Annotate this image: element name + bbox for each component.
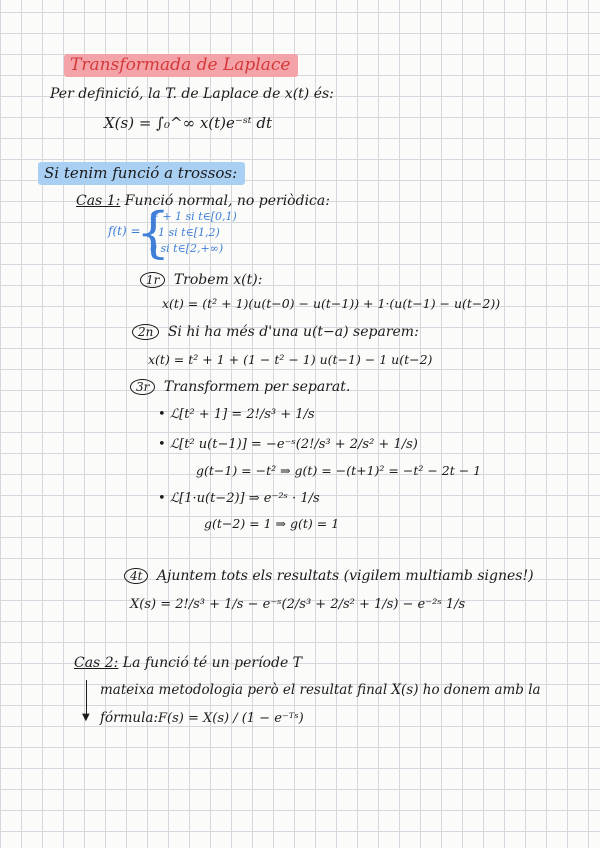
cas1-description: Funció normal, no periòdica: [124, 193, 330, 209]
definition-text: Per definició, la T. de Laplace de x(t) és: [50, 86, 334, 102]
step2-label [132, 324, 419, 340]
piecewise-lhs: f(t) = [108, 224, 141, 238]
step2-number: 2n [132, 324, 159, 340]
step1-label [140, 272, 262, 288]
transform-2: • ℒ[t² u(t−1)] = −e⁻ˢ(2!/s³ + 2/s² + 1/s) [158, 437, 418, 452]
laplace-integral-formula: X(s) = ∫₀^∞ x(t)e⁻ˢᵗ dt [104, 114, 272, 132]
transform-1: • ℒ[t² + 1] = 2!/s³ + 1/s [158, 407, 315, 422]
cas2-down-arrow [86, 680, 87, 716]
cas2-formula: F(s) = X(s) / (1 − e⁻ᵀˢ) [158, 711, 304, 726]
step3-number: 3r [130, 379, 155, 395]
step3-label [130, 379, 350, 395]
step4-label [124, 568, 534, 584]
step4-number: 4t [124, 568, 148, 584]
step1-number: 1r [140, 272, 165, 288]
cas2-heading [74, 656, 302, 670]
piece-2: 1 si t∈[1,2) [158, 226, 220, 239]
cas2-description: La funció té un període T [122, 655, 303, 671]
step1-text: Trobem x(t): [173, 272, 263, 288]
step4-text: Ajuntem tots els resultats (vigilem multiamb signes!) [156, 568, 534, 584]
step2-formula: x(t) = t² + 1 + (1 − t² − 1) u(t−1) − 1 u(t−2) [148, 352, 433, 367]
section-heading: Si tenim funció a trossos: [38, 162, 245, 185]
cas2-label: Cas 2: [74, 655, 119, 671]
cas2-arrowhead-icon: ▼ [82, 712, 90, 723]
piecewise-brace: { [136, 201, 171, 264]
step1-formula: x(t) = (t² + 1)(u(t−0) − u(t−1)) + 1·(u(t−1) − u(t−2)) [162, 296, 501, 311]
step3-text: Transformem per separat. [163, 379, 351, 395]
piece-1: t² + 1 si t∈[0,1) [150, 210, 237, 223]
transform-3: • ℒ[1·u(t−2)] ⇒ e⁻²ˢ · 1/s [158, 491, 320, 506]
cas1-label: Cas 1: [76, 193, 121, 209]
piece-3: 0 si t∈[2,+∞) [150, 242, 224, 255]
cas2-line2: fórmula: [100, 710, 158, 726]
final-result: X(s) = 2!/s³ + 1/s − e⁻ˢ(2/s³ + 2/s² + 1/s) − e⁻²ˢ 1/s [130, 597, 466, 612]
cas2-line1: mateixa metodologia però el resultat final X(s) ho donem amb la [100, 682, 541, 698]
transform-3-shift: g(t−2) = 1 ⇒ g(t) = 1 [204, 516, 340, 531]
page-title: Transformada de Laplace [64, 54, 298, 77]
transform-2-shift: g(t−1) = −t² ⇒ g(t) = −(t+1)² = −t² − 2t − 1 [196, 463, 482, 478]
cas1-heading [76, 194, 330, 208]
step2-text: Si hi ha més d'una u(t−a) separem: [167, 324, 419, 340]
